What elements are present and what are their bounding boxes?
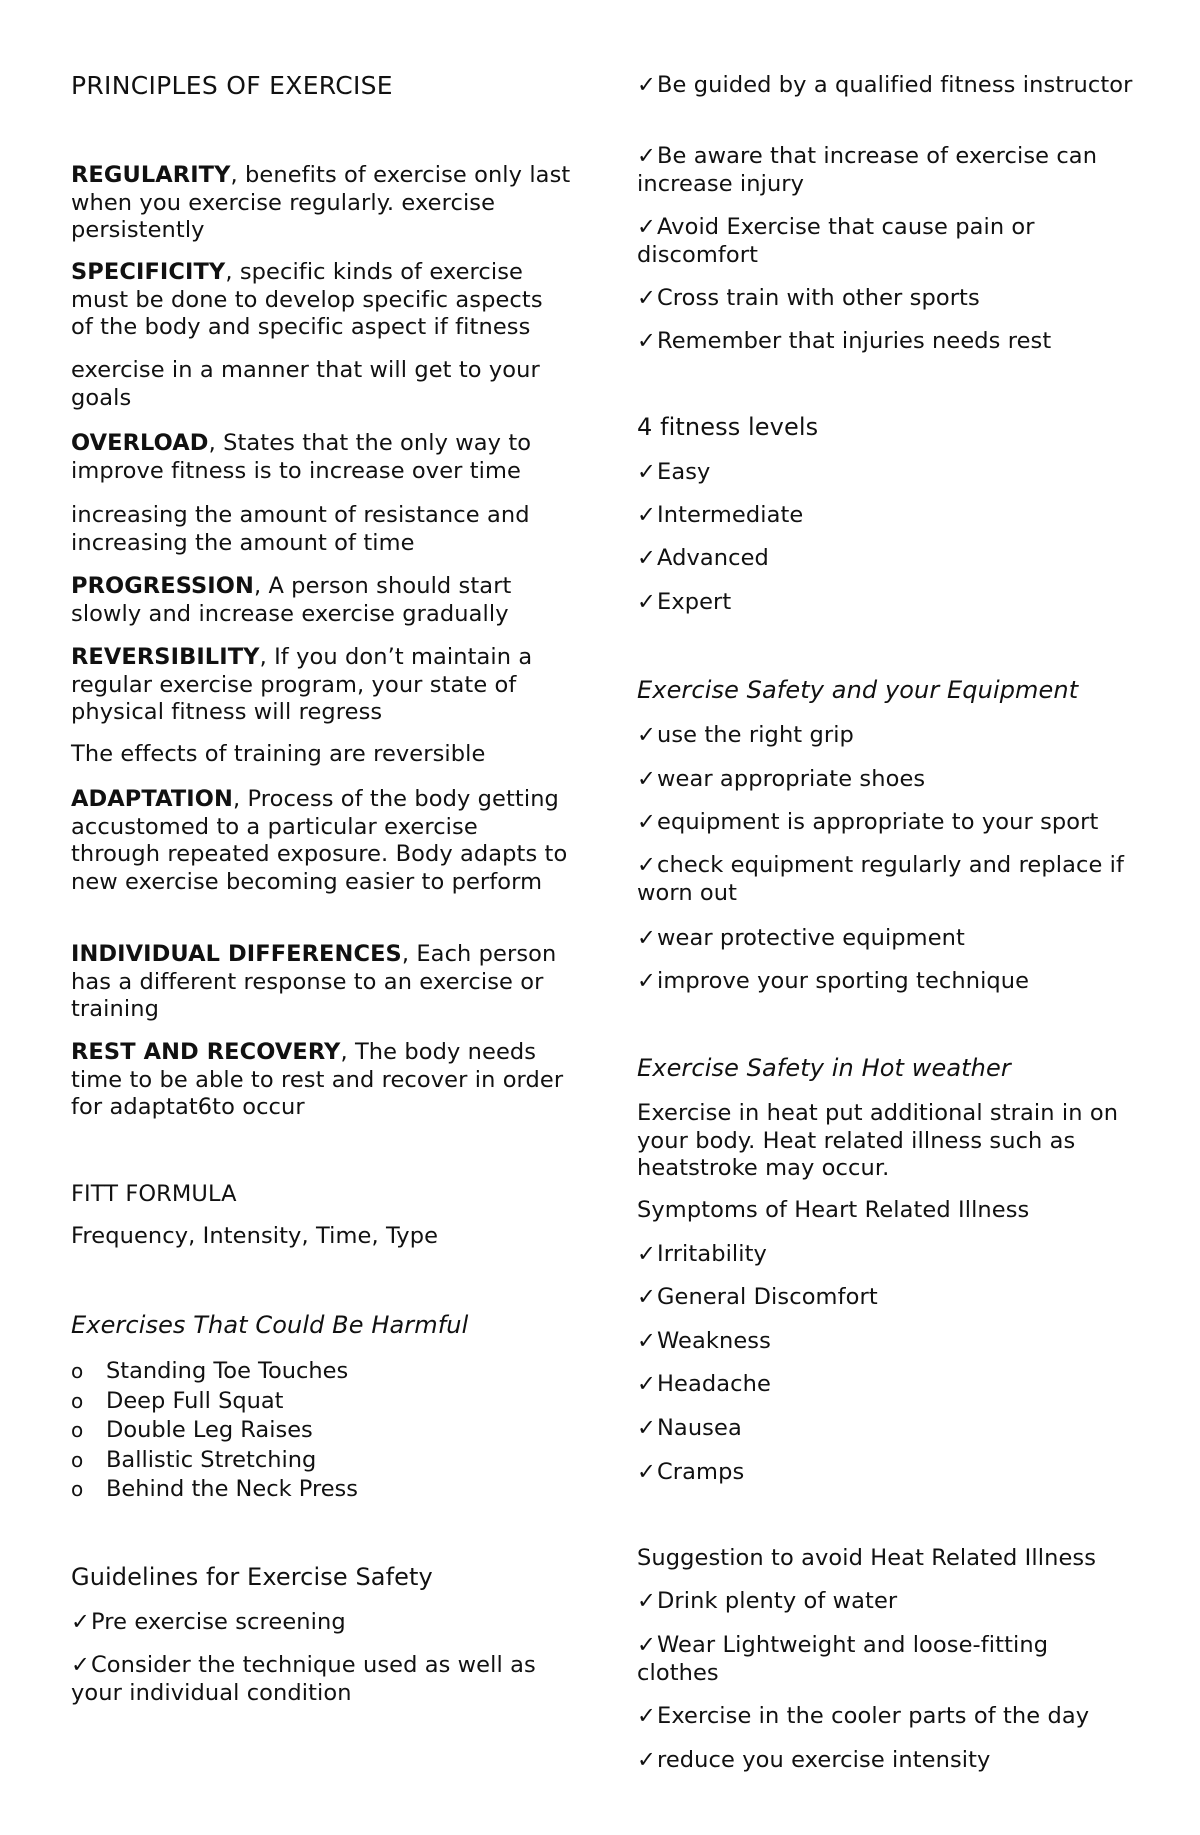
bullet-icon: o [71, 1359, 84, 1383]
check-icon: ✓ [637, 459, 656, 485]
symptoms-heading: Symptoms of Heart Related Illness [637, 1197, 1030, 1223]
check-icon: ✓ [637, 1371, 656, 1397]
check-icon: ✓ [637, 722, 656, 748]
equipment-item: ✓improve your sporting technique [637, 968, 1030, 994]
bullet-icon: o [71, 1418, 84, 1442]
principle-reversibility: REVERSIBILITY, If you don’t maintain a regular exercise program, your state of physical fitness will regress [71, 644, 533, 725]
suggestion-item: ✓reduce you exercise intensity [637, 1747, 991, 1773]
principle-overload-note: increasing the amount of resistance and increasing the amount of time [71, 502, 530, 556]
page-title: PRINCIPLES OF EXERCISE [71, 71, 393, 100]
principle-term: REST AND RECOVERY [71, 1039, 341, 1065]
check-icon: ✓ [637, 589, 656, 615]
fitt-heading: FITT FORMULA [71, 1181, 237, 1207]
fitness-level-item: ✓Intermediate [637, 502, 804, 528]
suggestion-item: ✓Wear Lightweight and loose-fitting clothes [637, 1632, 1049, 1686]
symptom-item: ✓Irritability [637, 1241, 767, 1267]
guideline-item: ✓Cross train with other sports [637, 285, 980, 311]
list-item: o Double Leg Raises [71, 1416, 571, 1446]
list-item: o Standing Toe Touches [71, 1357, 571, 1387]
check-icon: ✓ [637, 143, 656, 169]
list-item: o Behind the Neck Press [71, 1475, 571, 1505]
principle-term: INDIVIDUAL DIFFERENCES [71, 941, 402, 967]
equipment-item: ✓use the right grip [637, 722, 854, 748]
hot-weather-heading: Exercise Safety in Hot weather [637, 1054, 1011, 1082]
check-icon: ✓ [637, 328, 656, 354]
check-icon: ✓ [637, 502, 656, 528]
check-icon: ✓ [637, 72, 656, 98]
fitness-level-item: ✓Expert [637, 589, 732, 615]
suggestions-heading: Suggestion to avoid Heat Related Illness [637, 1545, 1097, 1571]
guideline-item: ✓Pre exercise screening [71, 1609, 346, 1635]
guidelines-heading: Guidelines for Exercise Safety [71, 1563, 433, 1591]
fitness-levels-heading: 4 fitness levels [637, 413, 819, 441]
principle-overload: OVERLOAD, States that the only way to improve fitness is to increase over time [71, 430, 532, 484]
equipment-item: ✓check equipment regularly and replace if worn out [637, 852, 1125, 906]
symptom-item: ✓Cramps [637, 1459, 745, 1485]
bullet-icon: o [71, 1388, 84, 1413]
check-icon: ✓ [637, 1632, 656, 1658]
principle-term: ADAPTATION [71, 786, 233, 812]
principle-specificity-note: exercise in a manner that will get to your goals [71, 357, 540, 411]
check-icon: ✓ [637, 809, 656, 835]
check-icon: ✓ [637, 1703, 656, 1729]
list-item: o Ballistic Stretching [71, 1446, 571, 1476]
principle-term: REGULARITY [71, 162, 231, 188]
equipment-item: ✓wear protective equipment [637, 925, 965, 951]
principle-progression: PROGRESSION, A person should start slowly and increase exercise gradually [71, 573, 512, 627]
check-icon: ✓ [637, 1415, 656, 1441]
check-icon: ✓ [637, 766, 656, 792]
symptom-item: ✓Headache [637, 1371, 771, 1397]
fitness-level-item: ✓Easy [637, 459, 711, 485]
hot-weather-intro: Exercise in heat put additional strain in on your body. Heat related illness such as heatstroke may occur. [637, 1100, 1119, 1181]
principle-regularity: REGULARITY, benefits of exercise only last when you exercise regularly. exercise persistently [71, 162, 571, 243]
principle-adaptation: ADAPTATION, Process of the body getting accustomed to a particular exercise through repeated exposure. Body adapts to new exercise becoming easier to perform [71, 786, 568, 895]
suggestion-item: ✓Drink plenty of water [637, 1588, 898, 1614]
equipment-item: ✓wear appropriate shoes [637, 766, 926, 792]
principle-specificity: SPECIFICITY, specific kinds of exercise must be done to develop specific aspects of the body and specific aspect if fitness [71, 259, 543, 340]
bullet-icon: o [71, 1477, 84, 1501]
guideline-item: ✓Be guided by a qualified fitness instructor [637, 72, 1133, 98]
symptom-item: ✓Nausea [637, 1415, 742, 1441]
check-icon: ✓ [637, 1588, 656, 1614]
principle-individual-differences: INDIVIDUAL DIFFERENCES, Each person has a different response to an exercise or training [71, 941, 557, 1022]
guideline-item: ✓Avoid Exercise that cause pain or discomfort [637, 214, 1035, 268]
principle-rest-and-recovery: REST AND RECOVERY, The body needs time to be able to rest and recover in order for adaptat6to occur [71, 1039, 564, 1120]
fitt-text: Frequency, Intensity, Time, Type [71, 1223, 439, 1249]
check-icon: ✓ [71, 1652, 90, 1678]
symptom-item: ✓General Discomfort [637, 1284, 878, 1310]
principle-term: REVERSIBILITY [71, 644, 260, 670]
check-icon: ✓ [637, 214, 656, 240]
check-icon: ✓ [71, 1609, 90, 1635]
fitness-level-item: ✓Advanced [637, 545, 769, 571]
guideline-item: ✓Remember that injuries needs rest [637, 328, 1052, 354]
check-icon: ✓ [637, 545, 656, 571]
list-item: o Deep Full Squat [71, 1387, 571, 1417]
suggestion-item: ✓Exercise in the cooler parts of the day [637, 1703, 1090, 1729]
check-icon: ✓ [637, 285, 656, 311]
check-icon: ✓ [637, 1284, 656, 1310]
equipment-heading: Exercise Safety and your Equipment [637, 676, 1079, 704]
check-icon: ✓ [637, 1241, 656, 1267]
principle-reversibility-note: The effects of training are reversible [71, 741, 486, 767]
check-icon: ✓ [637, 925, 656, 951]
symptom-item: ✓Weakness [637, 1328, 771, 1354]
principle-term: OVERLOAD [71, 430, 209, 456]
principle-term: PROGRESSION [71, 573, 254, 599]
check-icon: ✓ [637, 1747, 656, 1773]
check-icon: ✓ [637, 1459, 656, 1485]
principle-term: SPECIFICITY [71, 259, 226, 285]
check-icon: ✓ [637, 852, 656, 878]
guideline-item: ✓Consider the technique used as well as your individual condition [71, 1652, 536, 1706]
equipment-item: ✓equipment is appropriate to your sport [637, 809, 1099, 835]
harmful-heading: Exercises That Could Be Harmful [71, 1311, 469, 1339]
guideline-item: ✓Be aware that increase of exercise can increase injury [637, 143, 1098, 197]
check-icon: ✓ [637, 968, 656, 994]
harmful-list [71, 1357, 571, 1505]
bullet-icon: o [71, 1447, 84, 1472]
check-icon: ✓ [637, 1328, 656, 1354]
